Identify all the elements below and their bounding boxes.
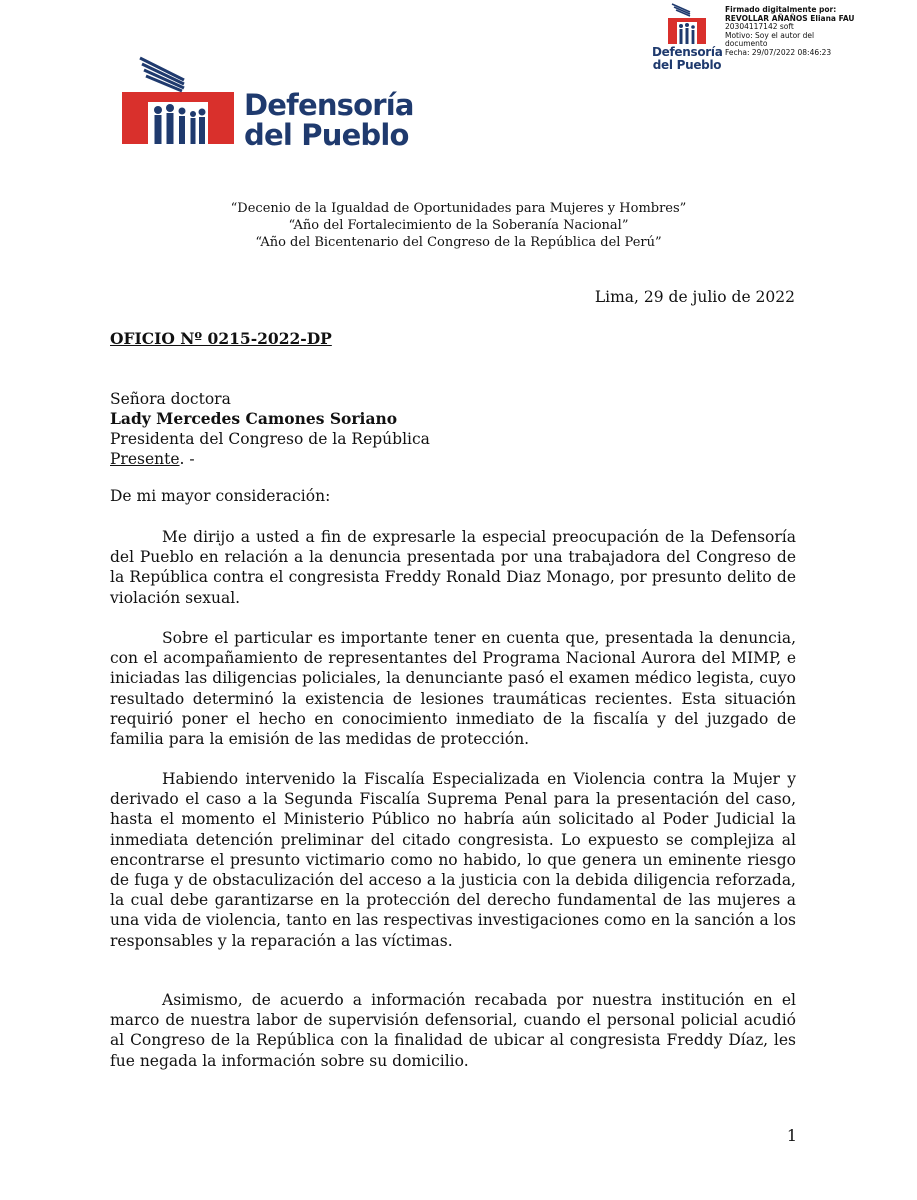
document-date: Lima, 29 de julio de 2022	[594, 288, 795, 306]
official-slogans	[100, 200, 817, 251]
logo-line1: Defensoría	[244, 88, 414, 122]
signature-logo-line2: del Pueblo	[652, 58, 722, 72]
digital-signature-stamp	[652, 2, 862, 74]
logo-line2: del Pueblo	[244, 118, 409, 152]
defensoria-logo	[118, 54, 418, 150]
body-paragraph-2: Sobre el particular es importante tener en cuenta que, presentada la denuncia, con el acompañamiento de representantes del Programa Nacional Aurora del MIMP, e iniciadas las diligencias policiales, la denunciante pasó el examen médico legista, cuyo resultado determinó la existencia de lesiones traumáticas recientes. Esta situación requirió poner el hecho en conocimiento inmediato de la fiscalía y del juzgado de familia para la emisión de las medidas de protección.	[110, 629, 796, 749]
signature-logo-text	[652, 46, 722, 72]
recipient-name: Lady Mercedes Camones Soriano	[110, 409, 398, 428]
slogan-soberania: “Año del Fortalecimiento de la Soberanía Nacional”	[288, 218, 629, 233]
defensoria-logo-text	[244, 90, 414, 150]
recipient-presente: Presente	[110, 450, 180, 468]
body-paragraph-3: Habiendo intervenido la Fiscalía Especializada en Violencia contra la Mujer y derivado el caso a la Segunda Fiscalía Suprema Penal para la presentación del caso, hasta el momento el Ministerio Público no habría aún solicitado al Poder Judicial la inmediata detención preliminar del citado congresista. Lo expuesto se complejiza al encontrarse el presunto victimario como no habido, lo que genera un eminente riesgo de fuga y de obstaculización del acceso a la justicia con la debida diligencia reforzada, la cual debe garantizarse en la protección del derecho fundamental de las mujeres a una vida de violencia, tanto en las respectivas investigaciones como en la sanción a los responsables y la reparación a las víctimas.	[110, 770, 796, 950]
signed-by-label: Firmado digitalmente por:	[725, 5, 837, 14]
signature-details	[725, 6, 865, 58]
slogan-decenio: “Decenio de la Igualdad de Oportunidades para Mujeres y Hombres”	[230, 201, 687, 216]
oficio-number: OFICIO Nº 0215-2022-DP	[110, 329, 332, 348]
signature-logo	[652, 2, 722, 74]
signature-logo-line1: Defensoría	[652, 45, 723, 59]
body-paragraph-1: Me dirijo a usted a fin de expresarle la especial preocupación de la Defensoría del Pueblo en relación a la denuncia presentada por una trabajadora del Congreso de la República contra el congresista Freddy Ronald Diaz Monago, por presunto delito de violación sexual.	[110, 528, 796, 607]
recipient-salutation: Señora doctora	[110, 390, 231, 408]
recipient-title: Presidenta del Congreso de la República	[110, 430, 430, 448]
signer-name: REVOLLAR AÑAÑOS Eliana FAU	[725, 13, 855, 23]
recipient-block	[110, 389, 430, 469]
defensoria-emblem-icon	[118, 54, 238, 146]
recipient-presente-line	[110, 449, 430, 469]
signature-reason-line2: documento	[725, 39, 768, 49]
signature-logo-icon	[666, 2, 708, 46]
signature-date: Fecha: 29/07/2022 08:46:23	[725, 47, 832, 57]
signer-id: 20304117142 soft	[725, 22, 794, 32]
page-number: 1	[786, 1126, 797, 1145]
recipient-presente-suffix: . -	[179, 450, 195, 468]
slogan-bicentenario: “Año del Bicentenario del Congreso de la República del Perú”	[255, 235, 662, 250]
signature-reason-line1: Motivo: Soy el autor del	[725, 30, 815, 40]
greeting: De mi mayor consideración:	[110, 487, 331, 505]
body-paragraph-4: Asimismo, de acuerdo a información recabada por nuestra institución en el marco de nuestra labor de supervisión defensorial, cuando el personal policial acudió al Congreso de la República con la finalidad de ubicar al congresista Freddy Díaz, les fue negada la información sobre su domicilio.	[110, 991, 796, 1070]
